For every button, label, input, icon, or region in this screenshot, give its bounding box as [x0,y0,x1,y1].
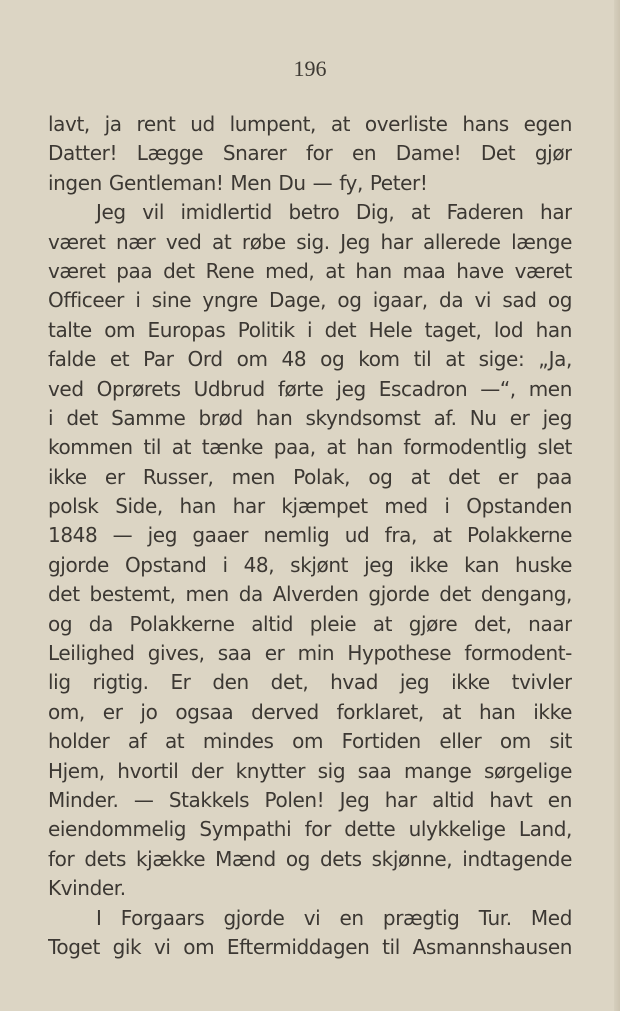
text-line: lig rigtig. Er den det, hvad jeg ikke tvivler [48,670,572,695]
text-line: og da Polakkerne altid pleie at gjøre det, naar [48,611,572,636]
text-line: Datter! Lægge Snarer for en Dame! Det gjør [48,141,572,166]
text-line: det bestemt, men da Alverden gjorde det dengang, [48,582,572,607]
text-line: i det Samme brød han skyndsomst af. Nu er jeg [48,405,572,430]
text-line: ingen Gentleman! Men Du — fy, Peter! [48,170,428,195]
text-line: Hjem, hvortil der knytter sig saa mange sørgelige [48,758,572,783]
text-line: Toget gik vi om Eftermiddagen til Asmannshausen [48,934,572,959]
text-line: lavt, ja rent ud lumpent, at overliste hans egen [48,112,572,136]
text-line: Leilighed gives, saa er min Hypothese formodent- [48,641,572,666]
text-line: polsk Side, han har kjæmpet med i Opstanden [48,494,572,519]
text-line: været nær ved at røbe sig. Jeg har allerede længe [48,229,572,254]
text-line: Kvinder. [48,876,126,901]
text-line: været paa det Rene med, at han maa have været [48,258,572,283]
text-line: om, er jo ogsaa derved forklaret, at han ikke [48,699,572,724]
text-line: for dets kjække Mænd og dets skjønne, indtagende [48,846,572,871]
text-line: holder af at mindes om Fortiden eller om sit [48,729,572,754]
page-edge [614,0,620,1011]
text-line: Officeer i sine yngre Dage, og igaar, da vi sad og [48,288,572,313]
text-line: I Forgaars gjorde vi en prægtig Tur. Med [96,905,572,930]
body-text [48,110,572,962]
text-line: ved Oprørets Udbrud førte jeg Escadron —“, men [48,376,572,401]
text-line: eiendommelig Sympathi for dette ulykkelige Land, [48,817,572,842]
text-line: 1848 — jeg gaaer nemlig ud fra, at Polakkerne [48,523,572,548]
text-line: Jeg vil imidlertid betro Dig, at Faderen har [96,200,572,225]
text-line: Minder. — Stakkels Polen! Jeg har altid havt en [48,787,572,812]
text-line: talte om Europas Politik i det Hele taget, lod han [48,317,572,342]
text-line: ikke er Russer, men Polak, og at det er paa [48,464,572,489]
page-number: 196 [293,56,327,81]
text-line: gjorde Opstand i 48, skjønt jeg ikke kan huske [48,552,572,577]
text-line: falde et Par Ord om 48 og kom til at sige: „Ja, [48,347,572,372]
text-line: kommen til at tænke paa, at han formodentlig slet [48,435,572,460]
